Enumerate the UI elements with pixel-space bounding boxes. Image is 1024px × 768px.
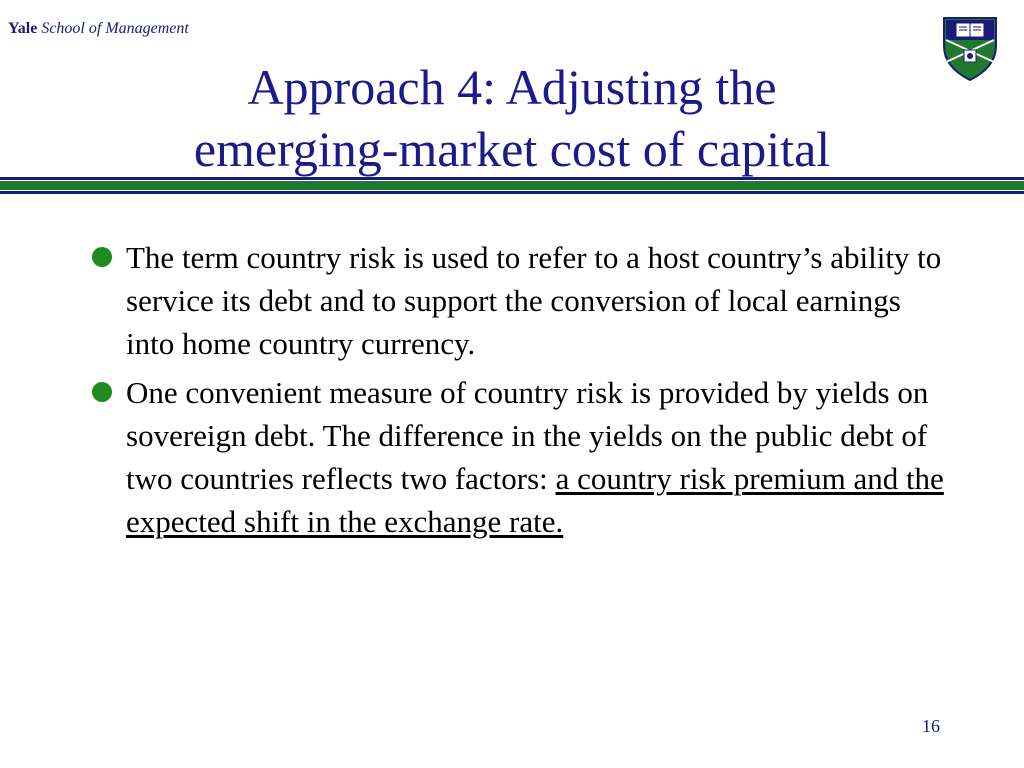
bullet-dot-icon (92, 382, 112, 402)
bullet-item (90, 371, 950, 543)
divider-top-stripe (0, 177, 1024, 180)
slide-title-line-1: Approach 4: Adjusting the (247, 59, 777, 115)
slide-title-line-2: emerging-market cost of capital (193, 121, 831, 177)
yale-som-wordmark (8, 20, 189, 38)
divider-green-stripe (0, 181, 1024, 190)
title-divider (0, 177, 1024, 197)
page-number: 16 (922, 716, 940, 736)
bullet-underlined-text: a country risk premium and the expected shift in the exchange rate. (126, 461, 944, 539)
brand-yale: Yale (8, 20, 38, 37)
bullet-item (90, 236, 950, 365)
slide-title (60, 56, 964, 180)
divider-bottom-stripe (0, 191, 1024, 194)
bullet-list (90, 236, 950, 549)
brand-school-name: School of Management (41, 20, 189, 37)
bullet-dot-icon (92, 247, 112, 267)
bullet-text: One convenient measure of country risk is provided by yields on sovereign debt. The difference in the yields on the public debt of two countries reflects two factors: (126, 375, 929, 496)
bullet-text: The term country risk is used to refer to a host country’s ability to service its debt and to support the conversion of local earnings into home country currency. (126, 240, 942, 361)
